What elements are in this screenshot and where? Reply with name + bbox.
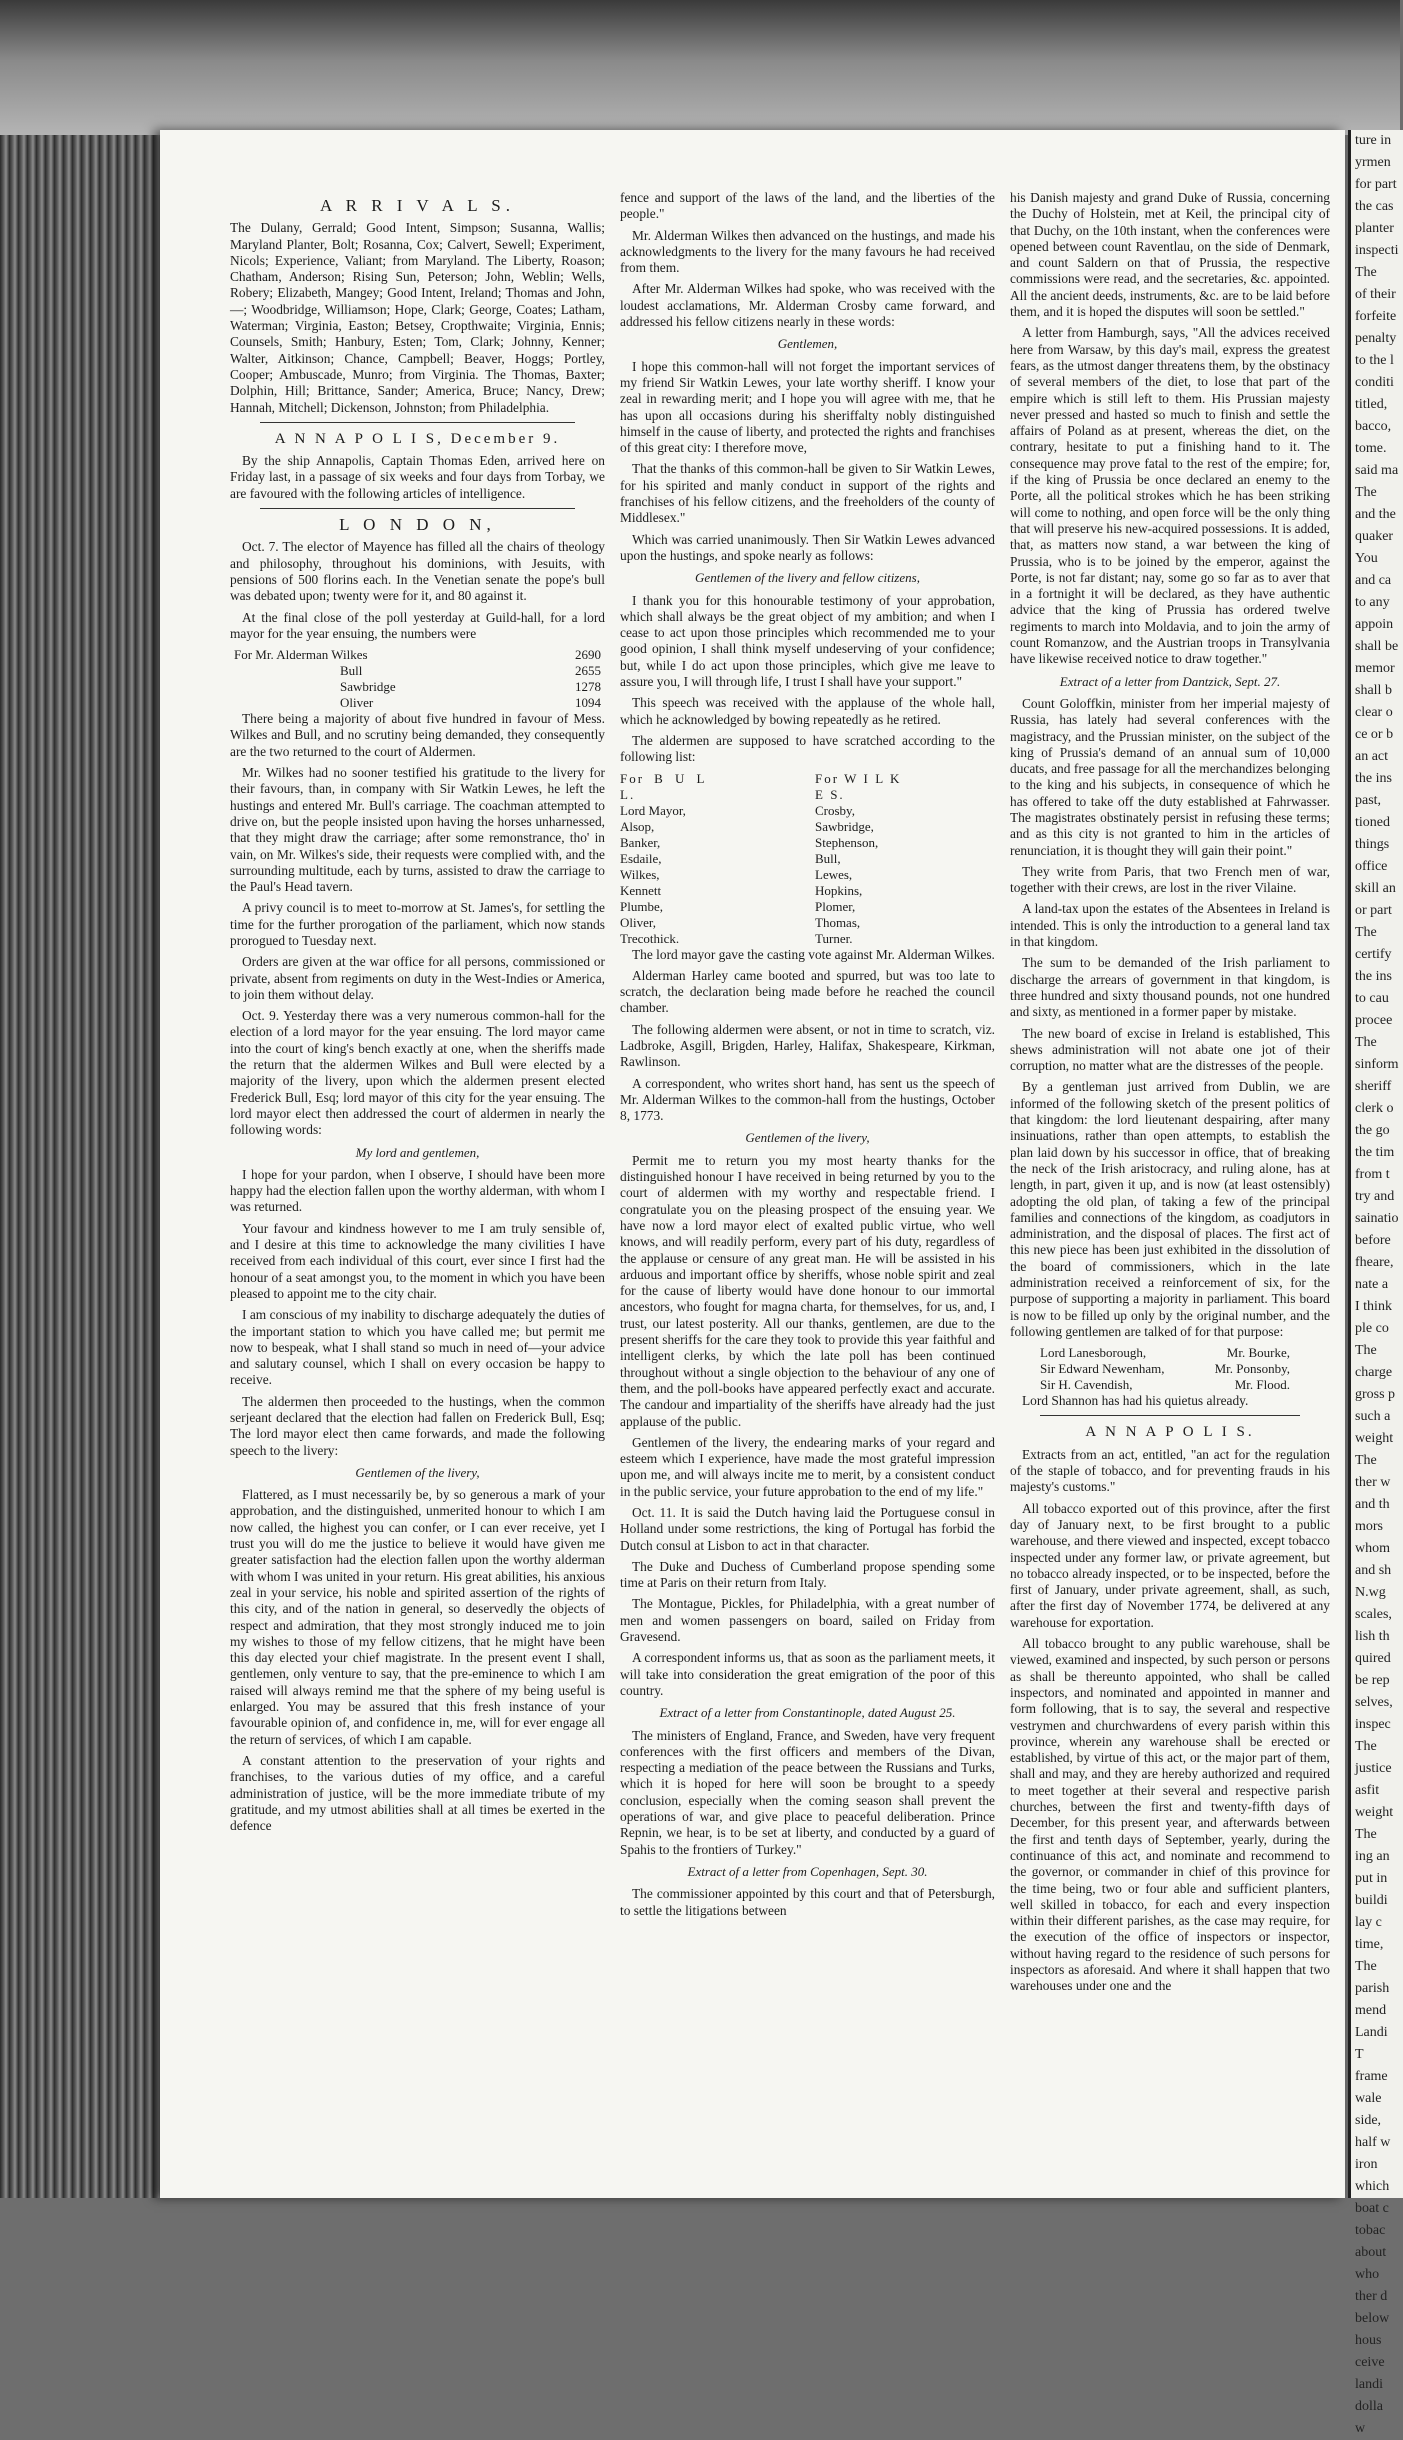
list-item: Lewes, [815, 866, 853, 882]
adjacent-page-line: before [1355, 1233, 1391, 1248]
extract-heading: Extract of a letter from Copenhagen, Sept. 30. [687, 1863, 928, 1879]
adjacent-page-line: I think [1355, 1299, 1392, 1314]
adjacent-page-line: things [1355, 837, 1390, 852]
adjacent-page-line: planter [1355, 221, 1394, 236]
adjacent-page-line: half w [1355, 2135, 1391, 2150]
adjacent-page-line: said ma [1355, 463, 1399, 478]
list-item: Lord Mayor, [620, 802, 686, 818]
adjacent-page-line: The [1355, 485, 1377, 500]
adjacent-page-line: The [1355, 925, 1377, 940]
adjacent-page-line: dolla [1355, 2399, 1383, 2414]
paragraph: After Mr. Alderman Wilkes had spoke, who was received with the loudest acclamations, Mr. Alderman Crosby came forward, and addressed his fellow citizens nearly in these words: [620, 281, 995, 330]
poll-votes: 2690 [575, 647, 601, 663]
arrivals-text: The Dulany, Gerrald; Good Intent, Simpson; Susanna, Wallis; Maryland Planter, Bolt; Rosanna, Cox; Calvert, Sewell; Experiment, Nicols; Experience, Valiant; from Maryland. The Liberty, Roason; Chatham, Anderson; Rising Sun, Peterson; John, Weblin; Wells, Robery; Elizabeth, Mangey; Good Intent, Ireland; Thomas and John, —; Woodbridge, Williamson; Hope, Clark; George, Coates; Latham, Waterman; Virginia, Easton; Betsey, Cropthwaite; Virginia, Ennis; Counsels, Smith; Hanbury, Esten; Tom, Clark; Johnny, Kenner; Walter, Aitkinson; Chance, Campbell; Beaver, Hoggs; Portley, Cooper; Ambuscade, Munro; from Virginia. The Thomas, Baxter; Dolphin, Hill; Brittance, Sander; America, Bruce; Nancy, Drew; Hannah, Mitchell; Dickenson, Johnston; from Philadelphia. [230, 220, 605, 415]
adjacent-page-line: mors [1355, 1519, 1383, 1534]
adjacent-page-line: Landi [1355, 2025, 1388, 2040]
paragraph: Flattered, as I must necessarily be, by so generous a mark of your approbation, and the distinguished, unmerited honour to which I am now called, the highest you can confer, or I can ever receive, yet I trust you will do me the justice to believe it would have given me greater satisfaction had the election fallen upon the worthy alderman with whom I was united in your return. His great abilities, his anxious zeal in your service, his noble and spirited assertion of the rights of this city, and of the nation in general, so deservedly the objects of respect and admiration, that they most strongly induced me to join my wishes to those of my fellow citizens, that he might have been this day elected your chief magistrate. In the present event I shall, gentlemen, only venture to say, that the pre-eminence to which I am raised will always remind me that the sphere of my being useful is enlarged. You may be assured that this fresh instance of your favourable opinion of, and confidence in, me, will for ever engage all the return of services, of which I am capable. [230, 1487, 605, 1747]
divider [260, 422, 575, 423]
person-name: Lord Lanesborough, [1040, 1345, 1147, 1361]
newspaper-page [160, 130, 1345, 2198]
poll-table [230, 647, 605, 711]
adjacent-page-line: forfeite [1355, 309, 1397, 324]
paragraph: All tobacco brought to any public warehouse, shall be viewed, examined and inspected, by such person or persons as shall be thereunto appointed, who shall be called inspectors, and nominated and appointed in manner and form following, that is to say, the several and respective vestrymen and churchwardens of every parish within this province, wherein any warehouse shall be erected or established, by virtue of this act, or the major part of them, shall and may, and they are hereby authorized and required to meet together at their several and respective parish churches, between the first and twenty-fifth days of December, for this present year, and afterwards between the first and tenth days of September, yearly, during the continuance of this act, and nominate and recommend to the governor, or commander in chief of this province for the time being, two or four able and sufficient planters, well skilled in tobacco, for each and every inspection within their different parishes, as the case may require, for the execution of the office of inspectors or inspector, without having regard to the residence of such persons for inspectors as aforesaid. And where it shall happen that two warehouses under one and the [1010, 1636, 1330, 1994]
poll-votes: 2655 [575, 663, 601, 679]
adjacent-page-line: the ins [1355, 771, 1392, 786]
paragraph: Lord Shannon has had his quietus already. [1022, 1393, 1249, 1409]
adjacent-page-line: lay c [1355, 1915, 1382, 1930]
paragraph: Gentlemen of the livery, the endearing marks of your regard and esteem which I experience, have made the most grateful impression upon me, and will always incite me to merit, by a consistent conduct in the public service, your future approbation to the end of my life." [620, 1434, 995, 1499]
list-item: Turner. [815, 930, 853, 946]
adjacent-page-line: conditi [1355, 375, 1394, 390]
adjacent-page-line: asfit [1355, 1783, 1380, 1798]
adjacent-page-line: tioned [1355, 815, 1390, 830]
paragraph: Oct. 11. It is said the Dutch having laid the Portuguese consul in Holland under some restrictions, the king of Portugal has forbid the Dutch consul at Lisbon to act in that character. [620, 1505, 995, 1553]
poll-votes: 1278 [575, 679, 601, 695]
paragraph: The aldermen are supposed to have scratched according to the following list: [620, 732, 995, 765]
adjacent-page-line: justice [1355, 1761, 1392, 1776]
paragraph: The following aldermen were absent, or not in time to scratch, viz. Ladbroke, Asgill, Brigden, Harley, Halifax, Shakespeare, Kirkman, Rawlinson. [620, 1021, 995, 1070]
adjacent-page-line: The [1355, 1959, 1377, 1974]
adjacent-page-line: the go [1355, 1123, 1390, 1138]
adjacent-page-line: to the l [1355, 353, 1394, 368]
adjacent-page-line: weight [1355, 1805, 1394, 1820]
column-2 [620, 190, 995, 1924]
adjacent-page-line: shall b [1355, 683, 1392, 698]
adjacent-page-line: skill an [1355, 881, 1396, 896]
adjacent-page-line: ce or b [1355, 727, 1394, 742]
adjacent-page-line: shall be [1355, 639, 1399, 654]
adjacent-page-line: w [1355, 2421, 1366, 2436]
paragraph: The aldermen then proceeded to the hustings, when the common serjeant declared that the election had fallen on Frederick Bull, Esq; The lord mayor elect then came forwards, and made the following speech to the livery: [230, 1393, 605, 1458]
adjacent-page-line: whom [1355, 1541, 1390, 1556]
paragraph: Extracts from an act, entitled, "an act for the regulation of the staple of tobacco, and for preventing frauds in his majesty's customs." [1010, 1446, 1330, 1495]
adjacent-page-line: inspec [1355, 1717, 1391, 1732]
paragraph: I am conscious of my inability to discharge adequately the duties of the important station to which you have called me; but permit me now to bespeak, what I shall stand so much in need of—your advice and salutary counsel, which I shall on every occasion be happy to receive. [230, 1307, 605, 1388]
paragraph: I hope for your pardon, when I observe, I should have been more happy had the election fallen upon the worthy alderman, with whom I was returned. [230, 1166, 605, 1215]
person-name: Mr. Bourke, [1226, 1345, 1290, 1361]
paragraph: I hope this common-hall will not forget the important services of my friend Sir Watkin Lewes, your late worthy sheriff. I know your zeal in rewarding merit; and I hope you will agree with me, that he has upon all occasions during his sheriffalty nobly distinguished himself in the cause of liberty, and protected the rights and franchises of this great city: I therefore move, [620, 358, 995, 456]
paragraph: A correspondent, who writes short hand, has sent us the speech of Mr. Alderman Wilkes to the common-hall from the hustings, October 8, 1773. [620, 1075, 995, 1124]
paragraph: They write from Paris, that two French men of war, together with their crews, are lost in the river Vilaine. [1010, 863, 1330, 896]
paragraph: A privy council is to meet to-morrow at St. James's, for settling the time for the further prorogation of the parliament, which now stands prorogued to Tuesday next. [230, 900, 605, 948]
adjacent-page-line: parish [1355, 1981, 1390, 1996]
list-item: Oliver, [620, 914, 656, 930]
adjacent-page-line: The [1355, 1827, 1377, 1842]
adjacent-page-line: ther w [1355, 1475, 1391, 1490]
list-item: Sawbridge, [815, 818, 874, 834]
poll-row [230, 647, 605, 663]
paragraph: Mr. Wilkes had no sooner testified his gratitude to the livery for their favours, than, in company with Sir Watkin Lewes, he left the hustings and entered Mr. Bull's carriage. The coachman attempted to drive on, but the people insisted upon having the horses unharnessed, that they might draw the carriage; after some remonstrance, tho' in vain, on Mr. Wilkes's side, their requests were complied with, and the surrounding multitude, each by turns, assisted to draw the carriage to the Paul's Head tavern. [230, 765, 605, 895]
divider [1040, 1415, 1300, 1416]
adjacent-page-line: mend [1355, 2003, 1387, 2018]
adjacent-page-line: lish th [1355, 1629, 1390, 1644]
adjacent-page-line: ther d [1355, 2289, 1388, 2304]
poll-name: Bull [340, 663, 363, 679]
adjacent-page-line: the tim [1355, 1145, 1395, 1160]
poll-row [230, 679, 605, 695]
adjacent-page-line: and sh [1355, 1563, 1392, 1578]
list-item: Hopkins, [815, 882, 863, 898]
adjacent-page-line: to any [1355, 595, 1390, 610]
paragraph: The new board of excise in Ireland is established, This shews administration will not abate one jot of their corruption, no matter what are the distresses of the people. [1010, 1025, 1330, 1074]
annapolis-dateline: A N N A P O L I S, December 9. [274, 430, 561, 447]
paragraph: his Danish majesty and grand Duke of Russia, concerning the Duchy of Holstein, met at Keil, the principal city of that Duchy, on the 10th instant, when the conferences were opened between count Raventlau, on the side of Denmark, and count Saldern on that of Prussia, the respective commissions were read, and the secretaries, &c. appointed. All the ancient deeds, instruments, &c. are to be laid before them, and it is hoped the disputes will soon be settled." [1010, 190, 1330, 320]
poll-row [230, 663, 605, 679]
adjacent-page-line: inspecti [1355, 243, 1399, 258]
list-item [1040, 1345, 1330, 1361]
adjacent-page-line: selves, [1355, 1695, 1393, 1710]
adjacent-page-line: below [1355, 2311, 1390, 2326]
adjacent-page-line: ceive [1355, 2355, 1385, 2370]
paragraph: Oct. 7. The elector of Mayence has filled all the chairs of theology and philosophy, throughout his dominions, with Jesuits, with pensions of 500 florins each. In the Venetian senate the pope's bull was debated upon; twenty were for it, and 80 against it. [230, 539, 605, 604]
paragraph: That the thanks of this common-hall be given to Sir Watkin Lewes, for his spirited and manly conduct in support of the rights and franchises of his fellow citizens, and the freeholders of the county of Middlesex." [620, 461, 995, 526]
adjacent-page-line: nate a [1355, 1277, 1389, 1292]
list-item: Crosby, [815, 802, 855, 818]
adjacent-page-line: The [1355, 1453, 1377, 1468]
paragraph: Orders are given at the war office for all persons, commissioned or private, absent from regiments on duty in the West-Indies or America, to join them without delay. [230, 954, 605, 1002]
paragraph: At the final close of the poll yesterday at Guild-hall, for a lord mayor for the year ensuing, the numbers were [230, 609, 605, 641]
adjacent-page-line: quired [1355, 1651, 1391, 1666]
adjacent-page-line: or part [1355, 903, 1392, 918]
extract-heading: Extract of a letter from Dantzick, Sept. 27. [1059, 673, 1281, 689]
poll-votes: 1094 [575, 695, 601, 711]
adjacent-page-line: yrmen [1355, 155, 1391, 170]
person-name: Sir H. Cavendish, [1040, 1377, 1133, 1393]
adjacent-page-line: tobac [1355, 2223, 1386, 2238]
list-item: Stephenson, [815, 834, 879, 850]
adjacent-page-line: The [1355, 265, 1377, 280]
london-heading: L O N D O N, [339, 515, 496, 535]
adjacent-page-line: office [1355, 859, 1388, 874]
adjacent-page-line: sainatio [1355, 1211, 1399, 1226]
paragraph: Your favour and kindness however to me I am truly sensible of, and I desire at this time to acknowledge the many civilities I have received from each individual of this court, ever since I first had the honour of a seat amongst you, to the moment in which you have been pleased to appoint me to the city chair. [230, 1220, 605, 1301]
bull-list [620, 771, 800, 947]
adjacent-page-line: The [1355, 1739, 1377, 1754]
list-item: Plumbe, [620, 898, 663, 914]
adjacent-page-line: weight [1355, 1431, 1394, 1446]
paragraph: A letter from Hamburgh, says, "All the advices received here from Warsaw, by this day's mail, express the greatest fears, as the utmost danger threatens them, by the obstinacy of several members of the diet, to lose that part of the empire which is still left to them. His Prussian majesty never pressed and hasted so much to finish and settle the affairs of Poland as at present, whereas the diet, on the contrary, hesitate to put a finishing hand to it. The consequence may prove fatal to the rest of the empire; for, if the king of Prussia be once declared an enemy to the Porte, all the political strokes which he has been striking will come to nothing, and open force will be the only thing that will preserve his new-acquired possessions. It is added, that, as matters now stand, a war between the king of Prussia, who is to be joined by the emperor, against the Porte, is not far distant; nay, some go so far as to aver that in a fortnight it will be declared, as they have authentic advice that the king of Prussia has ordered twelve regiments to march into Moldavia, and to join the army of count Romanzow, and the Austrian troops in Transylvania have likewise received notice to draw together." [1010, 325, 1330, 667]
adjacent-page-line: landi [1355, 2377, 1383, 2392]
adjacent-page-line: try and [1355, 1189, 1395, 1204]
arrivals-heading: A R R I V A L S. [320, 196, 515, 215]
paragraph: The ministers of England, France, and Sweden, have very frequent conferences with the first officers and members of the Divan, respecting a mediation of the peace between the Russians and Turks, which it is hoped for here will soon be brought to a speedy conclusion, especially when the coming season shall prevent the operations of war, and give place to peaceful deliberation. Prince Repnin, we hear, is to be set at liberty, and conducted by a guard of Spahis to the frontiers of Turkey." [620, 1727, 995, 1857]
paragraph: Which was carried unanimously. Then Sir Watkin Lewes advanced upon the hustings, and spoke nearly as follows: [620, 531, 995, 563]
adjacent-page-line: T [1355, 2047, 1364, 2062]
list-item: Bull, [815, 850, 841, 866]
list-item: Esdaile, [620, 850, 662, 866]
adjacent-page-line: about [1355, 2245, 1387, 2260]
aldermen-lists [620, 771, 995, 947]
adjacent-page-line: such a [1355, 1409, 1391, 1424]
adjacent-page-edge [1348, 130, 1403, 2436]
list-item: Thomas, [815, 914, 861, 930]
commissioner-list [1040, 1345, 1330, 1393]
poll-name: Sawbridge [340, 679, 396, 695]
paragraph: A constant attention to the preservation of your rights and franchises, to the various duties of my office, and a careful administration of justice, will be the more immediate tribute of my gratitude, and my utmost abilities shall at all times be exerted in the defence [230, 1752, 605, 1834]
adjacent-page-line: to cau [1355, 991, 1389, 1006]
adjacent-page-line: past, [1355, 793, 1382, 808]
adjacent-page-line: ing an [1355, 1849, 1390, 1864]
adjacent-page-line: hous [1355, 2333, 1382, 2348]
bull-list-heading: For B U L L. [620, 770, 707, 802]
adjacent-page-line: charge [1355, 1365, 1393, 1380]
list-item: Kennett [620, 882, 662, 898]
list-item: Wilkes, [620, 866, 660, 882]
extract-heading: Extract of a letter from Constantinople, dated August 25. [659, 1705, 956, 1721]
poll-name: For Mr. Alderman Wilkes [234, 647, 368, 663]
salutation: My lord and gentlemen, [355, 1144, 480, 1160]
list-item [1040, 1377, 1330, 1393]
adjacent-page-line: quaker [1355, 529, 1394, 544]
salutation: Gentlemen of the livery, [745, 1130, 870, 1146]
wilkes-list [815, 771, 995, 947]
poll-row [230, 695, 605, 711]
adjacent-page-line: memor [1355, 661, 1395, 676]
adjacent-page-line: from t [1355, 1167, 1390, 1182]
adjacent-page-line: wale [1355, 2091, 1382, 2106]
divider [260, 508, 575, 509]
poll-name: Oliver [340, 695, 374, 711]
adjacent-page-line: put in [1355, 1871, 1388, 1886]
list-item [1040, 1361, 1330, 1377]
adjacent-page-line: fheare, [1355, 1255, 1394, 1270]
adjacent-page-line: ture in [1355, 133, 1392, 148]
adjacent-page-line: an act [1355, 749, 1389, 764]
adjacent-page-line: scales, [1355, 1607, 1392, 1622]
salutation: Gentlemen of the livery, [355, 1464, 480, 1480]
paragraph: I thank you for this honourable testimony of your approbation, which shall always be the great object of my ambition; and when I cease to act upon those principles which recommended me to your good opinion, I shall think myself undeserving of your confidence; but, while I do act upon those principles, which give me leave to assure you, I will through life, I trust I shall have your support." [620, 592, 995, 690]
salutation: Gentlemen of the livery and fellow citizens, [695, 570, 920, 586]
adjacent-page-line: the cas [1355, 199, 1394, 214]
paragraph: A land-tax upon the estates of the Absentees in Ireland is intended. This is only the introduction to a general land tax in that kingdom. [1010, 901, 1330, 950]
paragraph: The Duke and Duchess of Cumberland propose spending some time at Paris on their return from Italy. [620, 1558, 995, 1591]
adjacent-page-line: appoin [1355, 617, 1394, 632]
paragraph: Mr. Alderman Wilkes then advanced on the hustings, and made his acknowledgments to the livery for the many favours he had received from them. [620, 227, 995, 276]
adjacent-page-line: side, [1355, 2113, 1382, 2128]
adjacent-page-line: clear o [1355, 705, 1393, 720]
adjacent-page-line: You [1355, 551, 1378, 566]
adjacent-page-line: sheriff [1355, 1079, 1392, 1094]
paragraph: The lord mayor gave the casting vote against Mr. Alderman Wilkes. [632, 946, 995, 962]
paragraph: Oct. 9. Yesterday there was a very numerous common-hall for the election of a lord mayor for the year ensuing. The lord mayor came into the court of king's bench exactly at one, when the sheriffs made the return that the aldermen Wilkes and Bull were elected by a majority of the livery, upon which the aldermen present elected Frederick Bull, Esq; lord mayor of this city for the year ensuing. The lord mayor elect then addressed the court of aldermen in nearly the following words: [230, 1008, 605, 1138]
adjacent-page-line: The [1355, 1343, 1377, 1358]
adjacent-page-line: and th [1355, 1497, 1390, 1512]
top-shadow [0, 0, 1400, 135]
adjacent-page-line: certify [1355, 947, 1392, 962]
adjacent-page-line: time, [1355, 1937, 1384, 1952]
adjacent-page-line: buildi [1355, 1893, 1388, 1908]
paragraph: All tobacco exported out of this province, after the first day of January next, to be first brought to a public warehouse, and there viewed and inspected, except tobacco inspected under any former law, or private agreement, but no tobacco already inspected, or to be inspected, before the first of January, under private agreement, shall, as such, after the first day of November 1774, be delivered at any warehouse for exportation. [1010, 1500, 1330, 1630]
adjacent-page-line: iron [1355, 2157, 1378, 2172]
adjacent-page-line: tome. [1355, 441, 1387, 456]
paragraph: The commissioner appointed by this court and that of Petersburgh, to settle the litigations between [620, 1886, 995, 1918]
paragraph: fence and support of the laws of the land, and the liberties of the people." [620, 190, 995, 222]
adjacent-page-line: the ins [1355, 969, 1392, 984]
paragraph: By a gentleman just arrived from Dublin, we are informed of the following sketch of the present politics of that kingdom: the lord lieutenant despairing, after many insinuations, rather than open attempts, to establish the plan laid down by his successor in office, that of breaking the neck of the Irish aristocracy, and ruling alone, has at length, in part, given it up, and is now (at least ostensibly) adopting the old plan, of taking a few of the principal families and connections of the kingdom, as coadjutors in administration, and the disposal of places. The first act of this new piece has been just exhibited in the dissolution of the board of commissioners, which in the late administration received a reinforcement of six, for the purpose of supporting a majority in parliament. This board is now to be filled up only by the original number, and the following gentlemen are talked of for that purpose: [1010, 1079, 1330, 1339]
adjacent-page-line: procee [1355, 1013, 1393, 1028]
person-name: Mr. Flood. [1234, 1377, 1290, 1393]
annapolis-intro: By the ship Annapolis, Captain Thomas Eden, arrived here on Friday last, in a passage of six weeks and four days from Torbay, we are favoured with the following articles of intelligence. [230, 453, 605, 501]
paragraph: Count Goloffkin, minister from her imperial majesty of Russia, has lately had several conferences with the magistracy, and the Prussian minister, on the subject of the king of Prussia's demand of an annual sum of 10,000 ducats, and free passage for all the merchandizes belonging to the king and his subjects, in consequence of which he has offered to take off the duty established at Fahrwasser. The magistrates obstinately persist in refusing these terms; and as this city is not granted to him in the articles of renunciation, it is thought they will gain their point." [1010, 695, 1330, 858]
adjacent-page-line: for part [1355, 177, 1397, 192]
adjacent-page-line: of their [1355, 287, 1396, 302]
list-item: Banker, [620, 834, 661, 850]
person-name: Mr. Ponsonby, [1214, 1361, 1290, 1377]
adjacent-page-line: sinform [1355, 1057, 1399, 1072]
adjacent-page-line: be rep [1355, 1673, 1390, 1688]
salutation: Gentlemen, [777, 336, 838, 352]
adjacent-page-line: titled, [1355, 397, 1388, 412]
book-binding [0, 0, 175, 2198]
adjacent-page-line: clerk o [1355, 1101, 1394, 1116]
list-item: Alsop, [620, 818, 655, 834]
adjacent-page-line: gross p [1355, 1387, 1396, 1402]
adjacent-page-line: who [1355, 2267, 1380, 2282]
wilkes-list-heading: For W I L K E S. [815, 770, 902, 802]
adjacent-page-line: The [1355, 1035, 1377, 1050]
paragraph: There being a majority of about five hundred in favour of Mess. Wilkes and Bull, and no scrutiny being demanded, they consequently are the two returned to the court of Aldermen. [230, 711, 605, 759]
paragraph: Alderman Harley came booted and spurred, but was too late to scratch, the declaration being made before he reached the council chamber. [620, 967, 995, 1016]
column-1 [230, 190, 605, 1839]
adjacent-page-line: N.wg [1355, 1585, 1386, 1600]
paragraph: Permit me to return you my most hearty thanks for the distinguished honour I have received in being returned by you to the court of aldermen with my worthy and respectable friend. I congratulate you on the pleasing prospect of the ensuing year. We have now a lord mayor elect of exalted public virtue, who well knows, and will readily perform, every part of his duty, regardless of the applause or censure of any great man. He will be assisted in his arduous and important office by sheriffs, whose noble spirit and zeal for the cause of liberty would have done honour to our immortal ancestors, who fought for magna charta, for themselves, for us, and, I trust, our latest posterity. All our thanks, gentlemen, are due to the present sheriffs for the care they took to provide this year faithful and intelligent clerks, by which the late poll has been continued throughout without a single objection to the behaviour of any one of them, and the poll-books have appeared perfectly exact and accurate. The candour and impartiality of the sheriffs have already had the just applause of the public. [620, 1152, 995, 1429]
adjacent-page-line: bacco, [1355, 419, 1392, 434]
list-item: Plomer, [815, 898, 856, 914]
adjacent-page-line: frame [1355, 2069, 1388, 2084]
paragraph: This speech was received with the applause of the whole hall, which he acknowledged by bowing repeatedly as he retired. [620, 695, 995, 727]
annapolis-heading: A N N A P O L I S. [1085, 1424, 1255, 1441]
paragraph: The Montague, Pickles, for Philadelphia, with a great number of men and women passengers on board, sailed on Friday from Gravesend. [620, 1596, 995, 1645]
list-item: Trecothick. [620, 930, 680, 946]
adjacent-page-line: penalty [1355, 331, 1397, 346]
paragraph: A correspondent informs us, that as soon as the parliament meets, it will take into consideration the great emigration of the poor of this country. [620, 1650, 995, 1698]
paragraph: The sum to be demanded of the Irish parliament to discharge the arrears of government in that kingdom, is three hundred and sixty thousand pounds, not one hundred and sixty, as mentioned in a former paper by mistake. [1010, 955, 1330, 1020]
person-name: Sir Edward Newenham, [1040, 1361, 1165, 1377]
adjacent-page-line: and the [1355, 507, 1396, 522]
adjacent-page-line: and ca [1355, 573, 1392, 588]
adjacent-page-line: boat c [1355, 2201, 1389, 2216]
adjacent-page-line: ple co [1355, 1321, 1389, 1336]
column-3 [1010, 190, 1330, 2000]
adjacent-page-line: which [1355, 2179, 1390, 2194]
